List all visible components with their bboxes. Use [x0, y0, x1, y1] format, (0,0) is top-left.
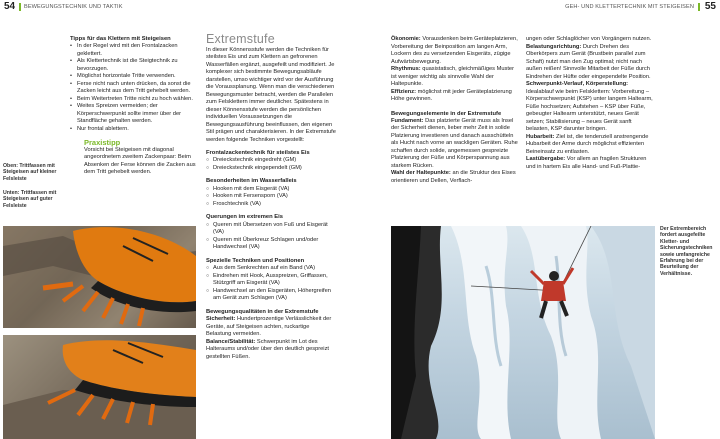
- special-list: [206, 265, 336, 303]
- col4-text: [526, 36, 656, 171]
- lifting-work: [526, 134, 656, 157]
- crampon-boot-illustration: [3, 226, 196, 328]
- caption-right: Der Extrembereich fordert ausgefeilte Kletter- und Sicherungstechniken sowie umfangreiche Erfahrung bei der Beurteilung der Verhältnisse.: [660, 226, 713, 277]
- ice-wall-illustration: [391, 226, 655, 439]
- text: Ziel ist, die tendenziell anstrengende Hubarbeit der Arme durch möglichst effizienten Beineinsatz zu entlasten.: [526, 133, 649, 155]
- left-page-number: 54: [4, 1, 16, 12]
- photo-crampon-small-ledge: [3, 226, 196, 328]
- tips-heading: Tipps für das Klettern mit Steigeisen: [70, 36, 171, 42]
- load-transfer: [526, 156, 656, 171]
- photo-ice-climber: [391, 226, 655, 439]
- praxistipp-text: Vorsicht bei Steigeisen mit diagonal angeordnetem zweitem Zackenpaar: Beim Absenken der Ferse können die Zacken aus dem Tritt gehebelt werden.: [84, 146, 196, 176]
- list-item: • Als Klettertechnik ist die Steigtechnik zu bevorzugen.: [70, 58, 198, 73]
- load-direction: [526, 44, 656, 82]
- text: Idealablauf wie beim Felsklettern: Vorbereitung – Körperschwerpunkt (KSP) unter langem Haltearm, Füße hochsetzen; Aufstehen – KSP über Füße, gebeugter Haltearm unterstützt, neues Gerät setzen; Stabilisierung – neues Gerät sanft belasten, KSP darunter bringen.: [526, 88, 653, 132]
- quality-security: [206, 316, 336, 339]
- list-item: ○ Handwechsel an den Eisgeräten, Höhergreifen am Gerät zum Schlagen (VA): [206, 288, 336, 303]
- praxistipp-heading: Praxistipp: [84, 138, 121, 148]
- label: Rhythmus:: [391, 66, 421, 72]
- special-heading: Spezielle Techniken und Positionen: [206, 257, 305, 264]
- text: Hundertprozentige Verlässlichkeit der Geräte, auf Steigeisen achten, ruckartige Belastung vermeiden.: [206, 316, 332, 338]
- quality-efficiency: [391, 89, 519, 104]
- tips-list: [70, 43, 198, 133]
- list-item: • Beim Weitertreten Tritte nicht zu hoch wählen.: [70, 96, 198, 104]
- list-item: ○ Eindrehen mit Hook, Ausspreizen, Griffassen, Stützgriff am Eisgerät (VA): [206, 273, 336, 288]
- label: Schwerpunkt-Verlauf, Körperstellung:: [526, 81, 629, 87]
- list-item: ○ Froschtechnik (VA): [206, 201, 336, 209]
- extremstufe-heading: Extremstufe: [206, 32, 275, 46]
- list-item: ○ Queren mit Überkreuz Schlagen und/oder Handwechsel (VA): [206, 237, 336, 252]
- front-heading: Frontalzackentechnik für steilstes Eis: [206, 150, 310, 156]
- center-of-gravity: [526, 81, 656, 134]
- label: Belastungsrichtung:: [526, 43, 582, 50]
- list-item: • Ferse nicht nach unten drücken, da sonst die Zacken leicht aus dem Tritt gehebelt werden.: [70, 81, 198, 96]
- tips-column: [70, 36, 198, 177]
- queer-heading: Querungen im extremen Eis: [206, 214, 283, 221]
- left-header-accent-bar: [19, 3, 21, 11]
- list-item: ○ Hooken mit dem Eisgerät (VA): [206, 186, 336, 194]
- quality-economy: [391, 36, 519, 66]
- right-page-title: GEH- UND KLETTERTECHNIK MIT STEIGEISEN: [565, 4, 694, 10]
- text: Schwerpunkt im Lot des Halteraums und/oder über den deutlich gespreizt gestellten Füßen.: [206, 338, 329, 360]
- label: Wahl der Haltepunkte:: [391, 170, 451, 177]
- waterfall-list: [206, 186, 336, 209]
- right-page-number: 55: [704, 1, 716, 12]
- waterfall-heading: Besonderheiten im Wasserfalleis: [206, 178, 297, 185]
- queer-list: [206, 222, 336, 252]
- list-item: ○ Hooken mit Fersensporn (VA): [206, 193, 336, 201]
- list-item: ○ Queren mit Übersetzen von Fuß und Eisgerät (VA): [206, 222, 336, 237]
- caption-top: Oben: Trittfassen mit Steigeisen auf kleiner Felsleiste: [3, 163, 57, 182]
- crampon-boot-illustration: [3, 335, 196, 439]
- text: Das platzierte Gerät muss als Insel der Sicherheit dienen, lieber mehr Zeit in solide Platzierung investieren und danach ausschütteln als Hucht nach vorne an wackligen Geräten. Ruhe schaffen durch solide, angemessen gespreizte Platzierung der Füße und Körperspannung aus starkem Rücken.: [391, 117, 518, 169]
- text: an die Struktur des Eises orientieren und Dellen, Verflach-: [391, 170, 516, 184]
- extremstufe-intro: In dieser Könnensstufe werden die Techniken für steilstes Eis und zum Klettern an gefrorenen Wasserfällen ergänzt, ausgefeilt und modifiziert. Je komplexer sich bestimmte Bewegungsabläufe darstellen, umso wichtiger wird vor der Ausführung die Voraussplanung. Wenn man die verschiedenen Bewegungsmuster betracht, werden die Parallelen zum Felsklettern immer deutlicher. Spätestens in dieser Könnensstufe werden die persönlichen individuellen Voraussetzungen die Bewegungsausführung beeinflussen, den eigenen Stil prägen und charakterisieren. In der Extremstufe werden folgende Techniken vorgestellt:: [206, 46, 336, 143]
- list-item: ○ Dreieckstechnik eingependelt (GM): [206, 165, 336, 173]
- list-item: • Weites Spreizen vermeiden; der Körperschwerpunkt sollte immer über der Standfläche gehalten werden.: [70, 103, 198, 126]
- photo-crampon-good-ledge: [3, 335, 196, 439]
- list-item: ○ Aus dem Senkrechten auf ein Band (VA): [206, 265, 336, 273]
- text: möglichst mit jeder Geräteplatzierung Höhe gewinnen.: [391, 88, 512, 102]
- label: Effizienz:: [391, 88, 416, 95]
- text: quasistatisch, gleichmäßiges Muster ist weniger wichtig als sinnvolle Wahl der Haltepunkte.: [391, 66, 514, 87]
- list-item: • Möglichst horizontale Tritte verwenden.: [70, 73, 198, 81]
- text: Vor allem an fragilen Strukturen und in hartem Eis alle Hand- und Fuß-Plattie-: [526, 156, 647, 170]
- list-item: • Nur frontal ablettern.: [70, 126, 198, 134]
- label: Sicherheit:: [206, 316, 236, 323]
- element-foundation: [391, 118, 519, 171]
- quality-rhythm: [391, 66, 519, 89]
- continuation: ungen oder Schlaglöcher von Vorgängern nutzen.: [526, 36, 652, 42]
- col3-text: [391, 36, 519, 185]
- front-list: [206, 157, 336, 172]
- qualities-heading: Bewegungsqualitäten in der Extremstufe: [206, 308, 319, 315]
- caption-bottom: Unten: Trittfassen mit Steigeisen auf guter Felsleiste: [3, 190, 57, 209]
- label: Balance/Stabilität:: [206, 338, 256, 345]
- text: Vorausdenken beim Geräteplatzieren, Vorbereitung der Beinposition am langen Arm, Lockern des zu versetzenden Eisgeräts, zügige Aufwärtsbewegung.: [391, 36, 518, 65]
- right-header-accent-bar: [698, 3, 700, 11]
- element-holds: [391, 170, 519, 185]
- list-item: • In der Regel wird mit den Frontalzacken geklettert.: [70, 43, 198, 58]
- text: Durch Drehen des Oberkörpers zum Gerät (Brustbein parallel zum Schaft) nutzt man den Zug optimal; nicht nach außen reißen! Sinnvolle Mitarbeit der Füße durch Eindrehen der Hüfte oder eingependelte Position.: [526, 43, 651, 80]
- elements-heading: Bewegungselemente in der Extremstufe: [391, 110, 502, 117]
- label: Ökonomie:: [391, 36, 421, 42]
- left-page-title: BEWEGUNGSTECHNIK UND TAKTIK: [24, 4, 123, 10]
- list-item: ○ Dreieckstechnik eingedreht (GM): [206, 157, 336, 165]
- extremstufe-column: [206, 32, 336, 361]
- quality-balance: [206, 339, 336, 362]
- label: Lastübergabe:: [526, 156, 566, 162]
- label: Fundament:: [391, 117, 424, 124]
- label: Hubarbeit:: [526, 133, 555, 140]
